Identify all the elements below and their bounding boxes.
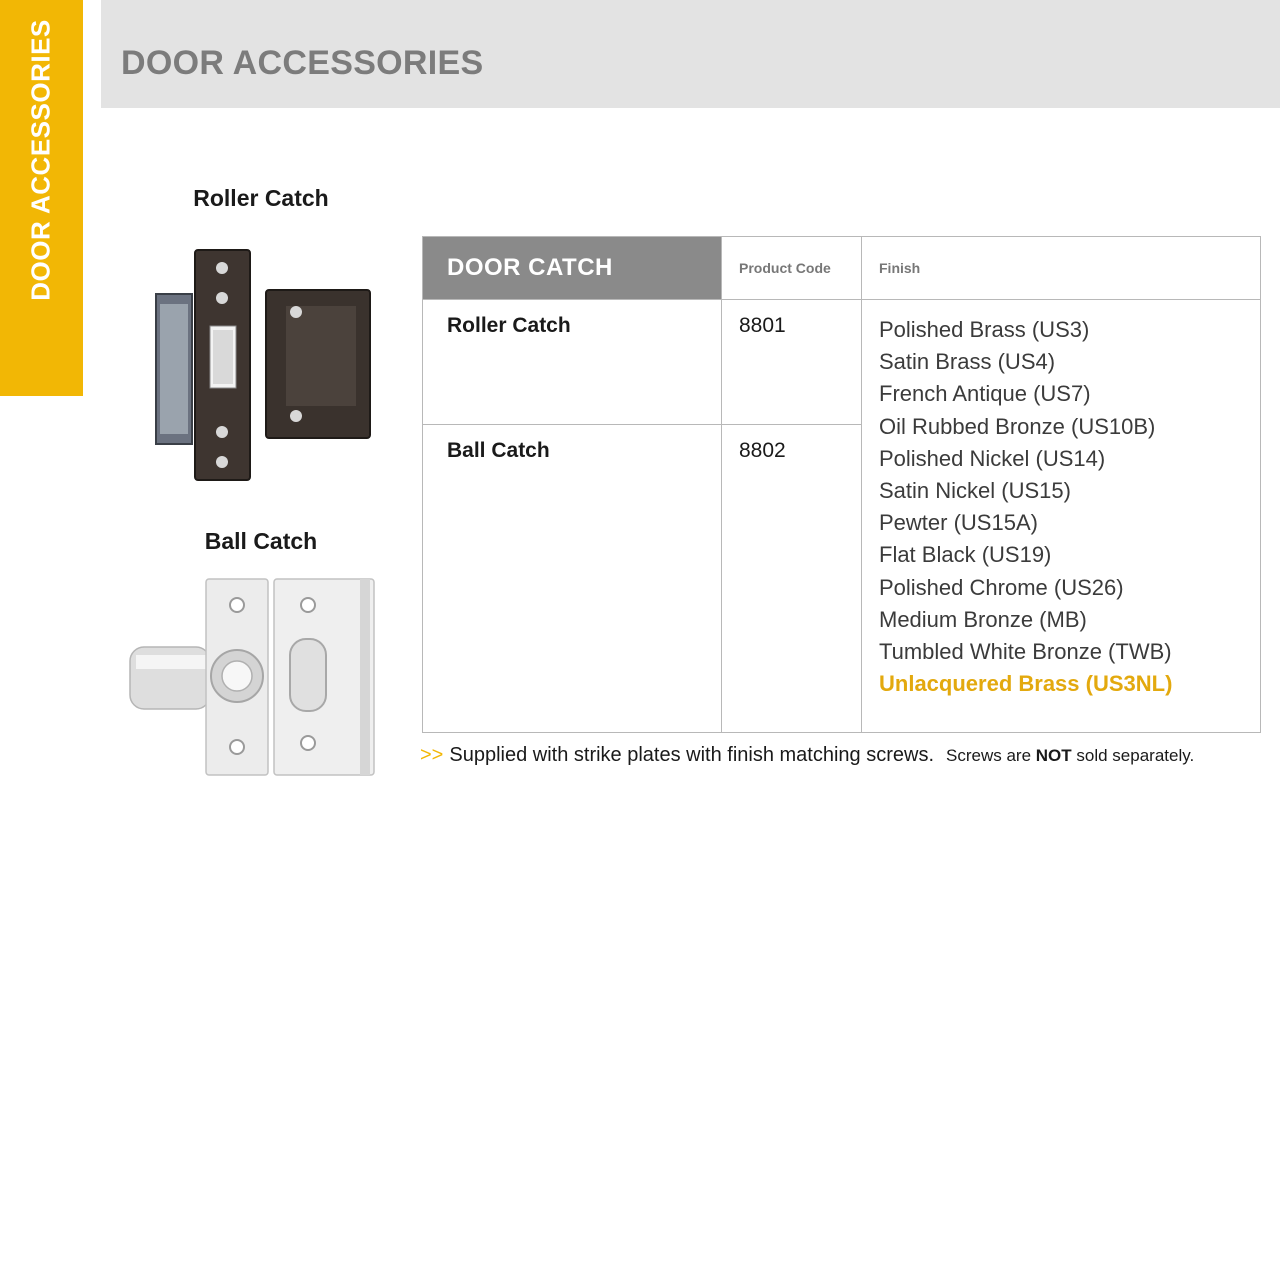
finish-list-cell [862, 300, 1261, 733]
finish-item: Satin Brass (US4) [879, 349, 1056, 375]
table-row [423, 300, 1261, 425]
finish-item-highlight: Unlacquered Brass (US3NL) [879, 671, 1173, 697]
header-band [101, 0, 1280, 108]
page-title: DOOR ACCESSORIES [121, 44, 484, 82]
roller-catch-photo [150, 246, 375, 486]
column-header-product-code: Product Code [722, 237, 862, 300]
side-tab [0, 0, 83, 396]
finish-item: Pewter (US15A) [879, 510, 1038, 536]
finish-item: Oil Rubbed Bronze (US10B) [879, 413, 1156, 439]
finish-item: French Antique (US7) [879, 381, 1091, 407]
screw-hole-icon [301, 736, 315, 750]
finish-item: Polished Nickel (US14) [879, 445, 1106, 471]
footnote-note-prefix: Screws are [946, 746, 1036, 765]
finish-item: Polished Chrome (US26) [879, 574, 1124, 600]
ball-catch-caption: Ball Catch [204, 528, 318, 554]
strike-slot-icon [290, 639, 326, 711]
footnote [420, 744, 1194, 767]
footnote-note-emphasis: NOT [1035, 746, 1072, 765]
product-code-cell: 8802 [722, 425, 862, 733]
finish-item: Satin Nickel (US15) [879, 478, 1071, 504]
ball-catch-photo [128, 575, 378, 780]
double-chevron-icon: >> [420, 744, 444, 766]
strike-pocket [286, 306, 356, 406]
screw-hole-icon [216, 262, 228, 274]
footnote-text: Supplied with strike plates with finish matching screws. [449, 744, 935, 766]
ball-icon [222, 661, 252, 691]
screw-hole-icon [290, 306, 302, 318]
door-catch-table [422, 236, 1261, 733]
finish-item: Polished Brass (US3) [879, 317, 1090, 342]
finish-item: Tumbled White Bronze (TWB) [879, 639, 1172, 665]
finish-item: Medium Bronze (MB) [879, 606, 1087, 632]
screw-hole-icon [230, 598, 244, 612]
cylinder-highlight [136, 655, 206, 669]
screw-hole-icon [290, 410, 302, 422]
screw-hole-icon [230, 740, 244, 754]
roller-catch-mount-face [160, 304, 188, 434]
roller-catch-caption: Roller Catch [193, 185, 329, 211]
product-name-cell: Roller Catch [423, 300, 722, 425]
table-title: DOOR CATCH [423, 237, 722, 300]
footnote-note-suffix: sold separately. [1071, 746, 1195, 765]
finish-item: Flat Black (US19) [879, 542, 1052, 568]
screw-hole-icon [216, 456, 228, 468]
product-name-cell: Ball Catch [423, 425, 722, 733]
product-code-cell: 8801 [722, 300, 862, 425]
table-header-row [423, 237, 1261, 300]
screw-hole-icon [301, 598, 315, 612]
roller-shade [213, 330, 233, 384]
side-tab-label: DOOR ACCESSORIES [25, 19, 56, 301]
footnote-note [946, 746, 1194, 765]
column-header-finish: Finish [862, 237, 1261, 300]
screw-hole-icon [216, 292, 228, 304]
strike-edge [360, 579, 370, 775]
screw-hole-icon [216, 426, 228, 438]
